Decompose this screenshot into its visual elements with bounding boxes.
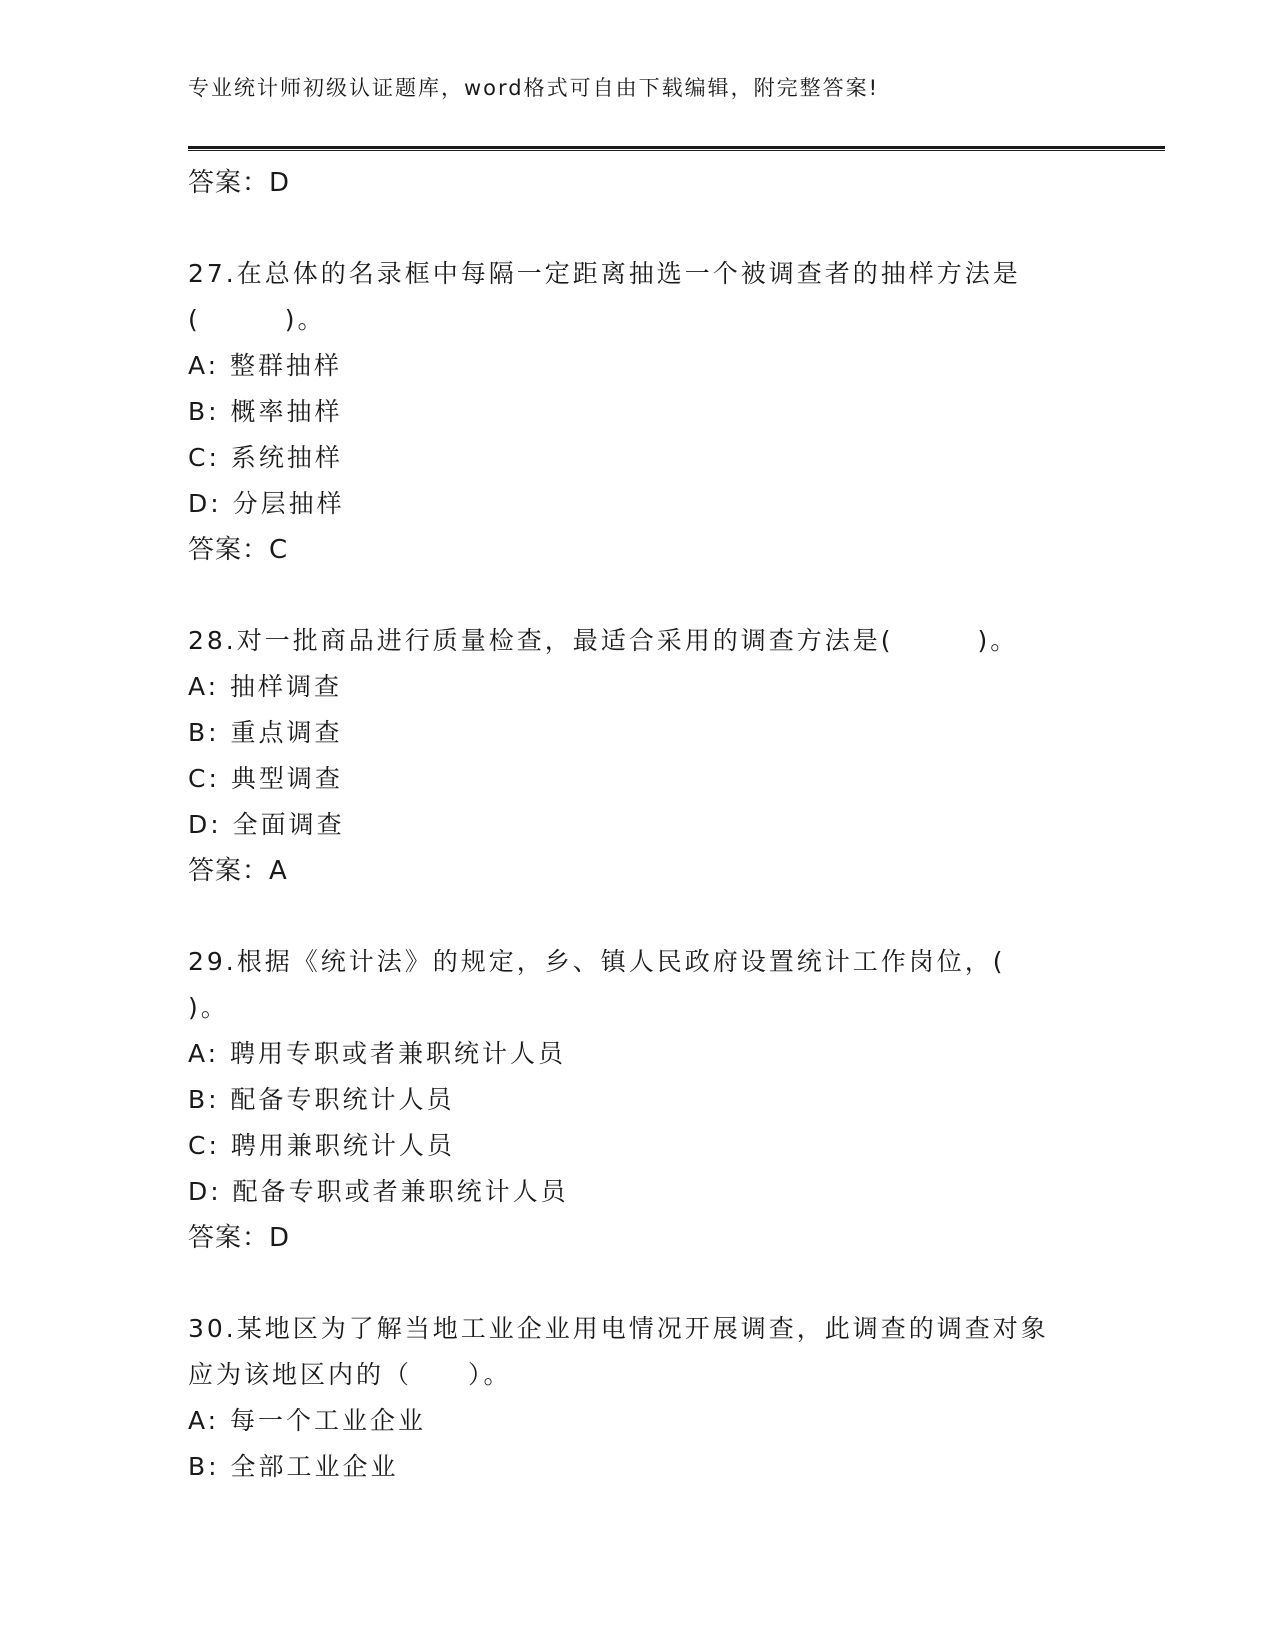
question-29 xyxy=(188,939,1108,1261)
option-d: D: 分层抽样 xyxy=(188,489,345,518)
header-divider xyxy=(188,146,1165,151)
option-c: C: 聘用兼职统计人员 xyxy=(188,1131,455,1160)
option-b: B: 重点调查 xyxy=(188,718,343,747)
option-b: B: 全部工业企业 xyxy=(188,1452,399,1481)
question-27 xyxy=(188,251,1108,573)
question-text: 28.对一批商品进行质量检查，最适合采用的调查方法是( )。 xyxy=(188,626,1019,655)
option-c: C: 系统抽样 xyxy=(188,443,343,472)
question-text: 应为该地区内的（ ）。 xyxy=(188,1360,512,1389)
answer: 答案：C xyxy=(188,535,289,565)
option-a: A: 整群抽样 xyxy=(188,351,343,380)
question-text: )。 xyxy=(188,993,229,1022)
question-text: 29.根据《统计法》的规定，乡、镇人民政府设置统计工作岗位，( xyxy=(188,947,1006,976)
question-30 xyxy=(188,1306,1108,1490)
option-d: D: 全面调查 xyxy=(188,810,345,839)
option-a: A: 抽样调查 xyxy=(188,672,343,701)
question-text: ( )。 xyxy=(188,305,326,334)
question-28 xyxy=(188,618,1108,894)
question-text: 27.在总体的名录框中每隔一定距离抽选一个被调查者的抽样方法是 xyxy=(188,259,1021,288)
option-b: B: 配备专职统计人员 xyxy=(188,1085,455,1114)
question-text: 30.某地区为了解当地工业企业用电情况开展调查，此调查的调查对象 xyxy=(188,1314,1049,1343)
question-list xyxy=(188,160,1108,1490)
option-b: B: 概率抽样 xyxy=(188,397,343,426)
answer: 答案：A xyxy=(188,856,288,886)
option-d: D: 配备专职或者兼职统计人员 xyxy=(188,1177,569,1206)
option-a: A: 聘用专职或者兼职统计人员 xyxy=(188,1039,567,1068)
previous-answer: 答案：D xyxy=(188,168,291,198)
answer: 答案：D xyxy=(188,1223,291,1253)
option-a: A: 每一个工业企业 xyxy=(188,1406,427,1435)
page-header: 专业统计师初级认证题库，word格式可自由下载编辑，附完整答案! xyxy=(188,76,880,100)
option-c: C: 典型调查 xyxy=(188,764,343,793)
